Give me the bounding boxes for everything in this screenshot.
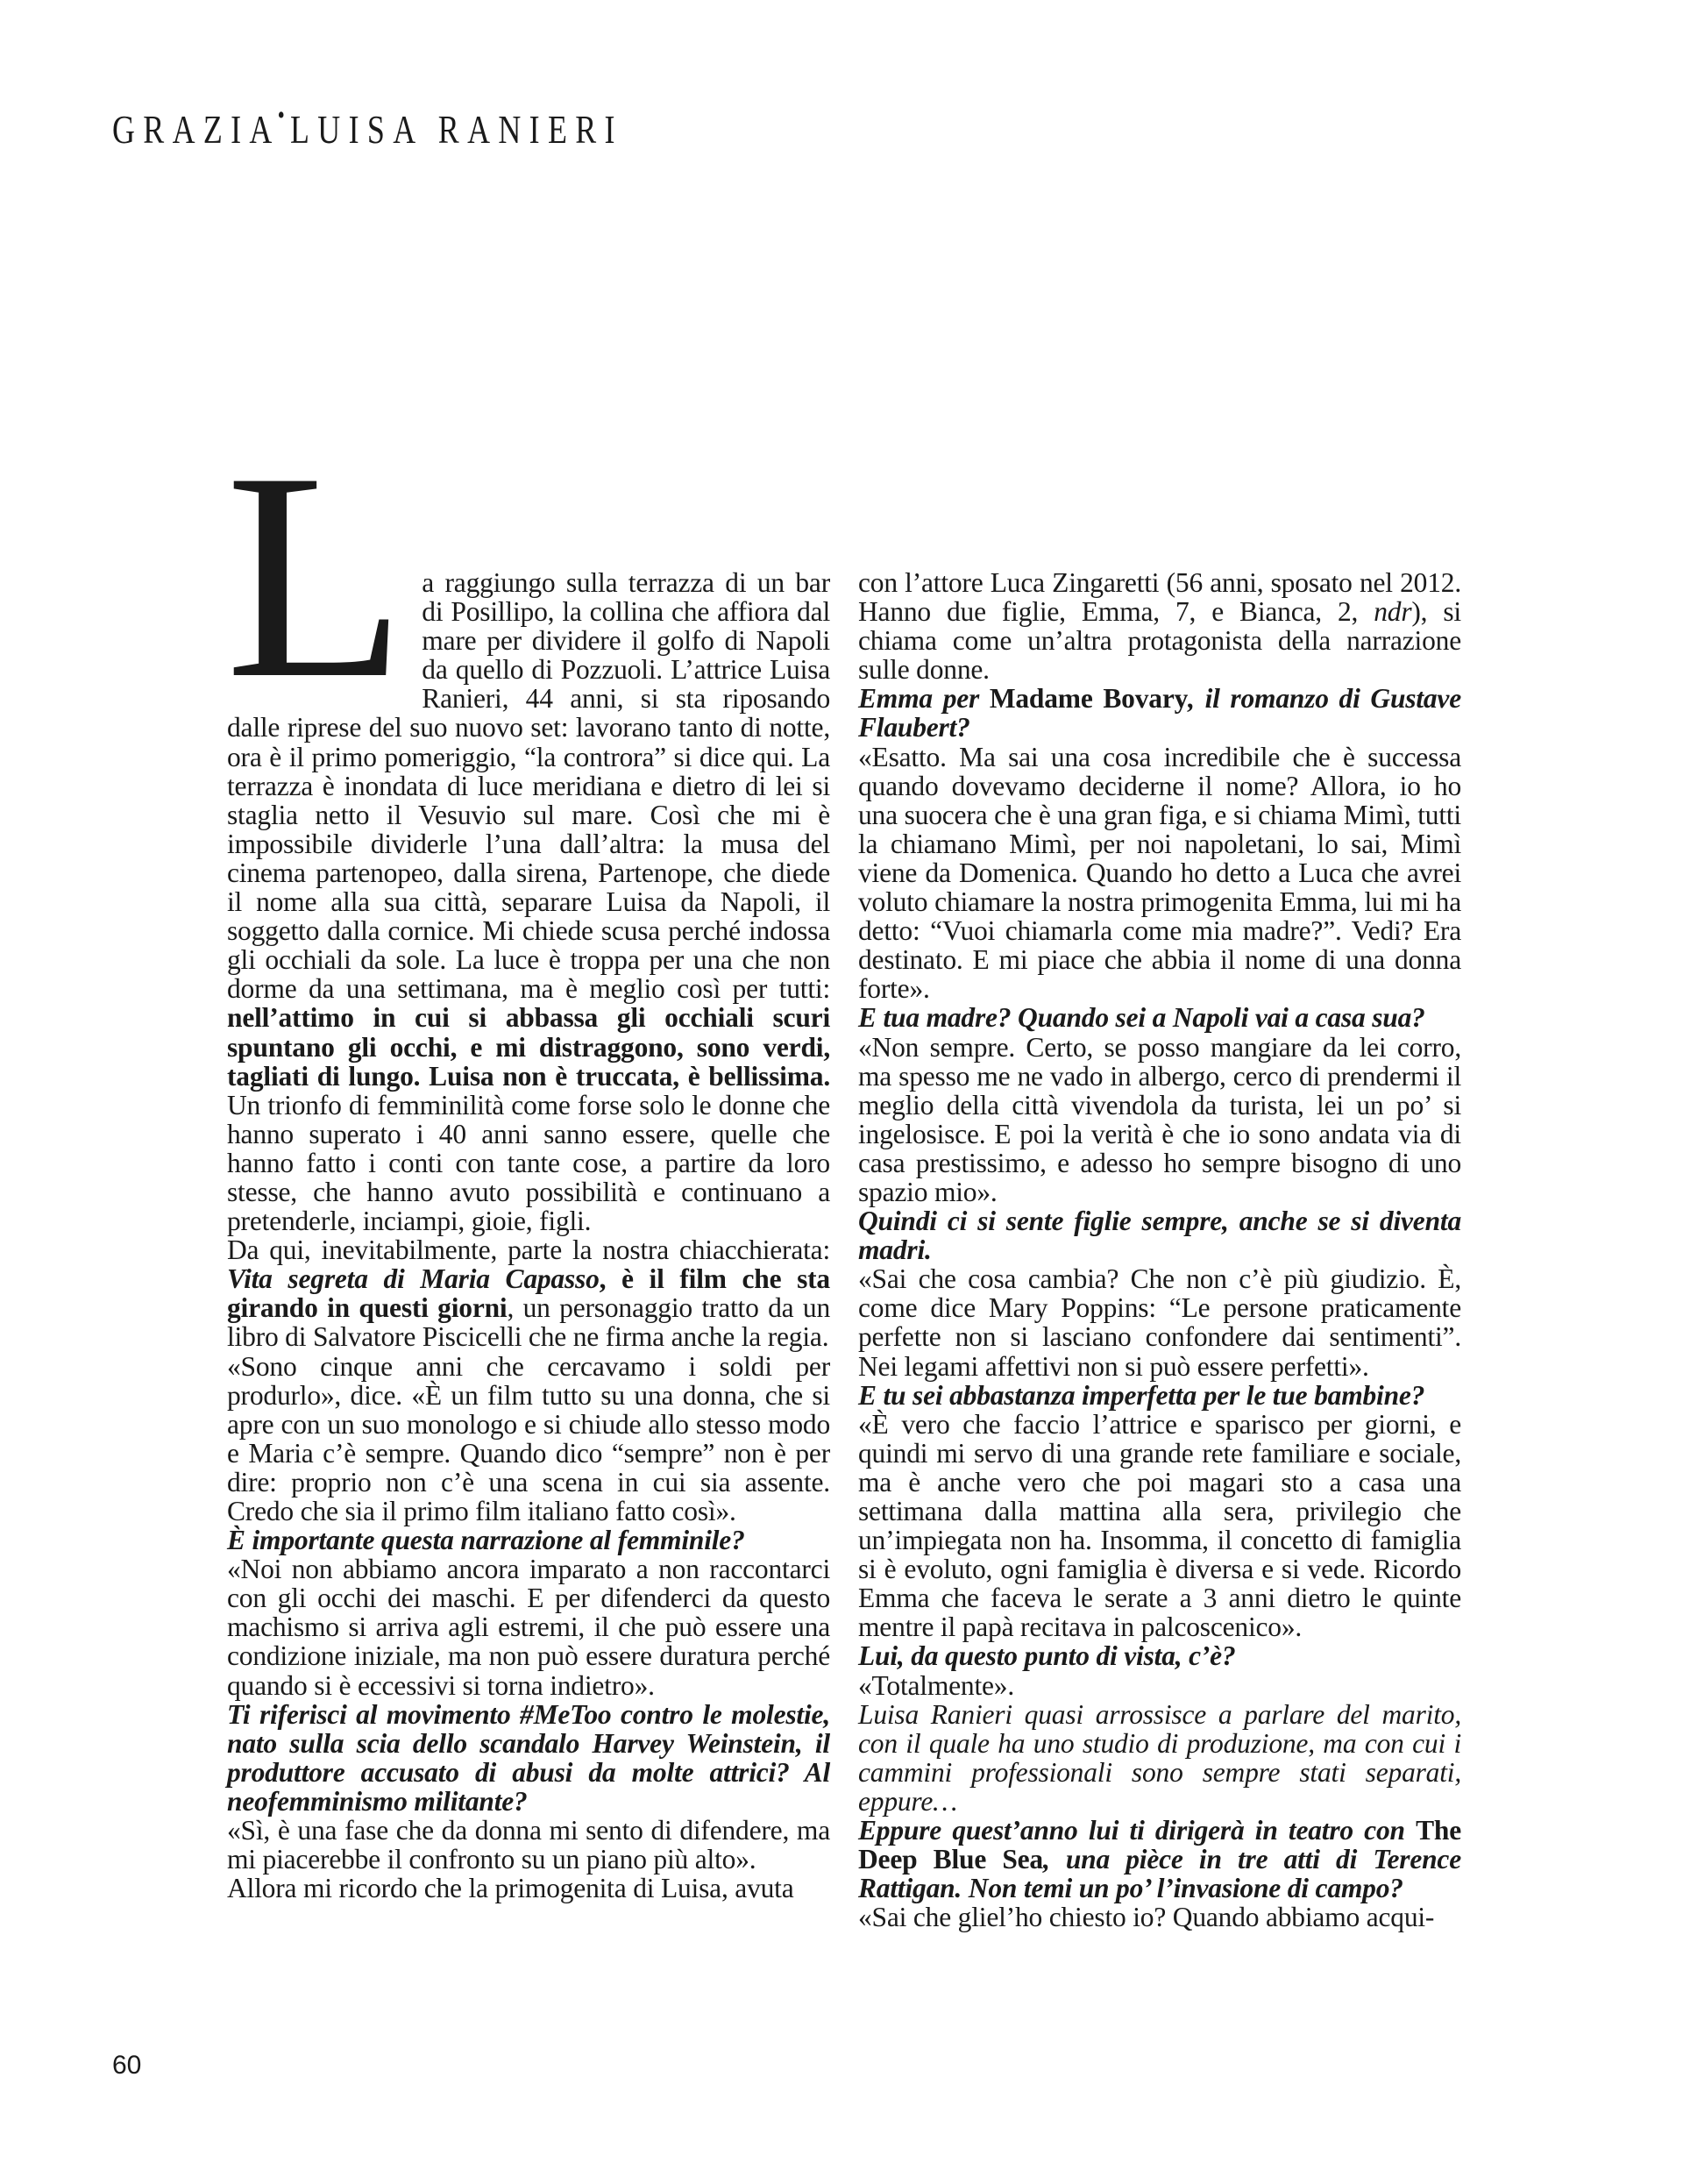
answer-paragraph: «Esatto. Ma sai una cosa incredibile che è successa quando dovevamo deciderne il nome? Allora, io ho una suocera che è una gran figa, e si chiama Mimì, tutti la chiamano Mimì, per noi napoletani, lo sai, Mimì viene da Domenica. Quando ho detto a Luca che avrei voluto chiamare la nostra primogenita Emma, lui mi ha detto: “Vuoi chiamarla come mia madre?”. Vedi? Era destinato. E mi piace che abbia il nome di una donna forte».: [858, 741, 1461, 1005]
article-subject: LUISA RANIERI: [290, 107, 623, 152]
book-title: Madame Bovary: [989, 683, 1189, 715]
interview-question: Lui, da questo punto di vista, c’è?: [858, 1640, 1236, 1672]
interview-question: E tu sei abbastanza imperfetta per le tue bambine?: [858, 1379, 1425, 1411]
answer-paragraph: «Non sempre. Certo, se posso mangiare da lei corro, ma spesso me ne vado in albergo, cerco di prendermi il meglio della città vivendola da turista, lei un po’ si ingelosisce. E poi la verità è che io sono andata via di casa prestissimo, e adesso ho sempre bisogno di uno spazio mio».: [858, 1031, 1461, 1207]
highlight-text: nell’attimo in cui si abbassa gli occhiali scuri spuntano gli occhi, e mi distraggono, sono verdi, tagliati di lungo. Luisa non è truccata, è bellissima.: [227, 1002, 830, 1092]
answer-paragraph: «Sai che cosa cambia? Che non c’è più giudizio. È, come dice Mary Poppins: “Le persone praticamente perfette non si lasciano confondere dai sentimenti”. Nei legami affettivi non si può essere perfetti».: [858, 1263, 1461, 1382]
article-column-left: [225, 412, 831, 1904]
answer-paragraph: «Noi non abbiamo ancora imparato a non raccontarci con gli occhi dei maschi. E per difenderci da questo machismo si arriva agli estremi, il che può essere una condizione iniziale, ma non può essere duratura perché quando si è eccessivi si torna indietro».: [227, 1554, 830, 1701]
drop-cap: L: [225, 412, 407, 740]
editor-note: ndr: [1374, 596, 1412, 628]
brand-name: GRAZIA: [112, 107, 280, 152]
interview-question: Emma per Madame Bovary, il romanzo di Gustave Flaubert?: [858, 683, 1461, 743]
film-title: Vita segreta di Maria Capasso: [227, 1263, 600, 1295]
paragraph: Allora mi ricordo che la primogenita di Luisa, avuta: [227, 1873, 794, 1904]
answer-paragraph: «È vero che faccio l’attrice e sparisco per giorni, e quindi mi servo di una grande rete familiare e sociale, ma è anche vero che poi magari sto a casa una settimana dalla mattina alla sera, privilegio che un’impiegata non ha. Insomma, il concetto di famiglia si è evoluto, ogni famiglia è diversa e si vede. Ricordo Emma che faceva le serate a 3 anni dietro le quinte mentre il papà recitava in palcoscenico».: [858, 1408, 1461, 1643]
interview-question: E tua madre? Quando sei a Napoli vai a casa sua?: [858, 1002, 1425, 1034]
interview-question: Quindi ci si sente figlie sempre, anche se si diventa madri.: [858, 1206, 1461, 1266]
answer-paragraph: «Sono cinque anni che cercavamo i soldi per produrlo», dice. «È un film tutto su una donna, che si apre con un suo monologo e si chiude allo stesso modo e Maria c’è sempre. Quando dico “sempre” non è per dire: proprio non c’è una scena in cui sia assente. Credo che sia il primo film italiano fatto così».: [227, 1350, 830, 1526]
paragraph: Da qui, inevitabilmente, parte la nostra chiacchierata: Vita segreta di Maria Capasso, è il film che sta girando in questi giorni, un personaggio tratto da un libro di Salvatore Piscicelli che ne firma anche la regia.: [227, 1234, 831, 1353]
answer-paragraph: «Totalmente».: [858, 1669, 1015, 1701]
article-column-right: [858, 568, 1461, 1931]
masthead-separator: •: [277, 101, 285, 130]
interview-question: È importante questa narrazione al femminile?: [227, 1525, 745, 1556]
paragraph: con l’attore Luca Zingaretti (56 anni, sposato nel 2012. Hanno due figlie, Emma, 7, e Bianca, 2, ndr), si chiama come un’altra protagonista della narrazione sulle donne.: [858, 567, 1461, 686]
play-title: The Deep Blue Sea: [858, 1815, 1461, 1875]
answer-paragraph: «Sai che gliel’ho chiesto io? Quando abbiamo acqui-: [858, 1902, 1435, 1933]
answer-paragraph: «Sì, è una fase che da donna mi sento di difendere, ma mi piacerebbe il confronto su un piano più alto».: [227, 1815, 830, 1875]
masthead: [112, 101, 623, 153]
interview-question: Ti riferisci al movimento #MeToo contro le molestie, nato sulla scia dello scandalo Harvey Weinstein, il produttore accusato di abusi da molte attrici? Al neofemminismo militante?: [227, 1698, 830, 1817]
intro-paragraph: La raggiungo sulla terrazza di un bar di Posillipo, la collina che affiora dal mare per dividere il golfo di Napoli da quello di Pozzuoli. L’attrice Luisa Ranieri, 44 anni, si sta riposando dalle riprese del suo nuovo set: lavorano tanto di notte, ora è il primo pomeriggio, “la controra” si dice qui. La terrazza è inondata di luce meridiana e dietro di lei si staglia netto il Vesuvio sul mare. Così che mi è impossibile dividerle l’una dall’altra: la musa del cinema partenopeo, dalla sirena, Partenope, che diede il nome alla sua città, separare Luisa da Napoli, il soggetto dalla cornice. Mi chiede scusa perché indossa gli occhiali da sole. La luce è troppa per una che non dorme da una settimana, ma è meglio così per tutti: nell’attimo in cui si abbassa gli occhiali scuri spuntano gli occhi, e mi distraggono, sono verdi, tagliati di lungo. Luisa non è truccata, è bellissima. Un trionfo di femminilità come forse solo le donne che hanno superato i 40 anni sanno essere, quelle che hanno fatto i conti con tante cose, a partire da loro stesse, che hanno avuto possibilità e continuano a pretenderle, inciampi, gioie, figli.: [225, 412, 830, 1237]
interview-question: Eppure quest’anno lui ti dirigerà in teatro con The Deep Blue Sea, una pièce in tre atti di Terence Rattigan. Non temi un po’ l’invasione di campo?: [858, 1815, 1461, 1904]
page-number: 60: [112, 2051, 142, 2080]
narrative-paragraph: Luisa Ranieri quasi arrossisce a parlare del marito, con il quale ha uno studio di produzione, ma con cui i cammini professionali sono sempre stati separati, eppure…: [858, 1698, 1461, 1817]
